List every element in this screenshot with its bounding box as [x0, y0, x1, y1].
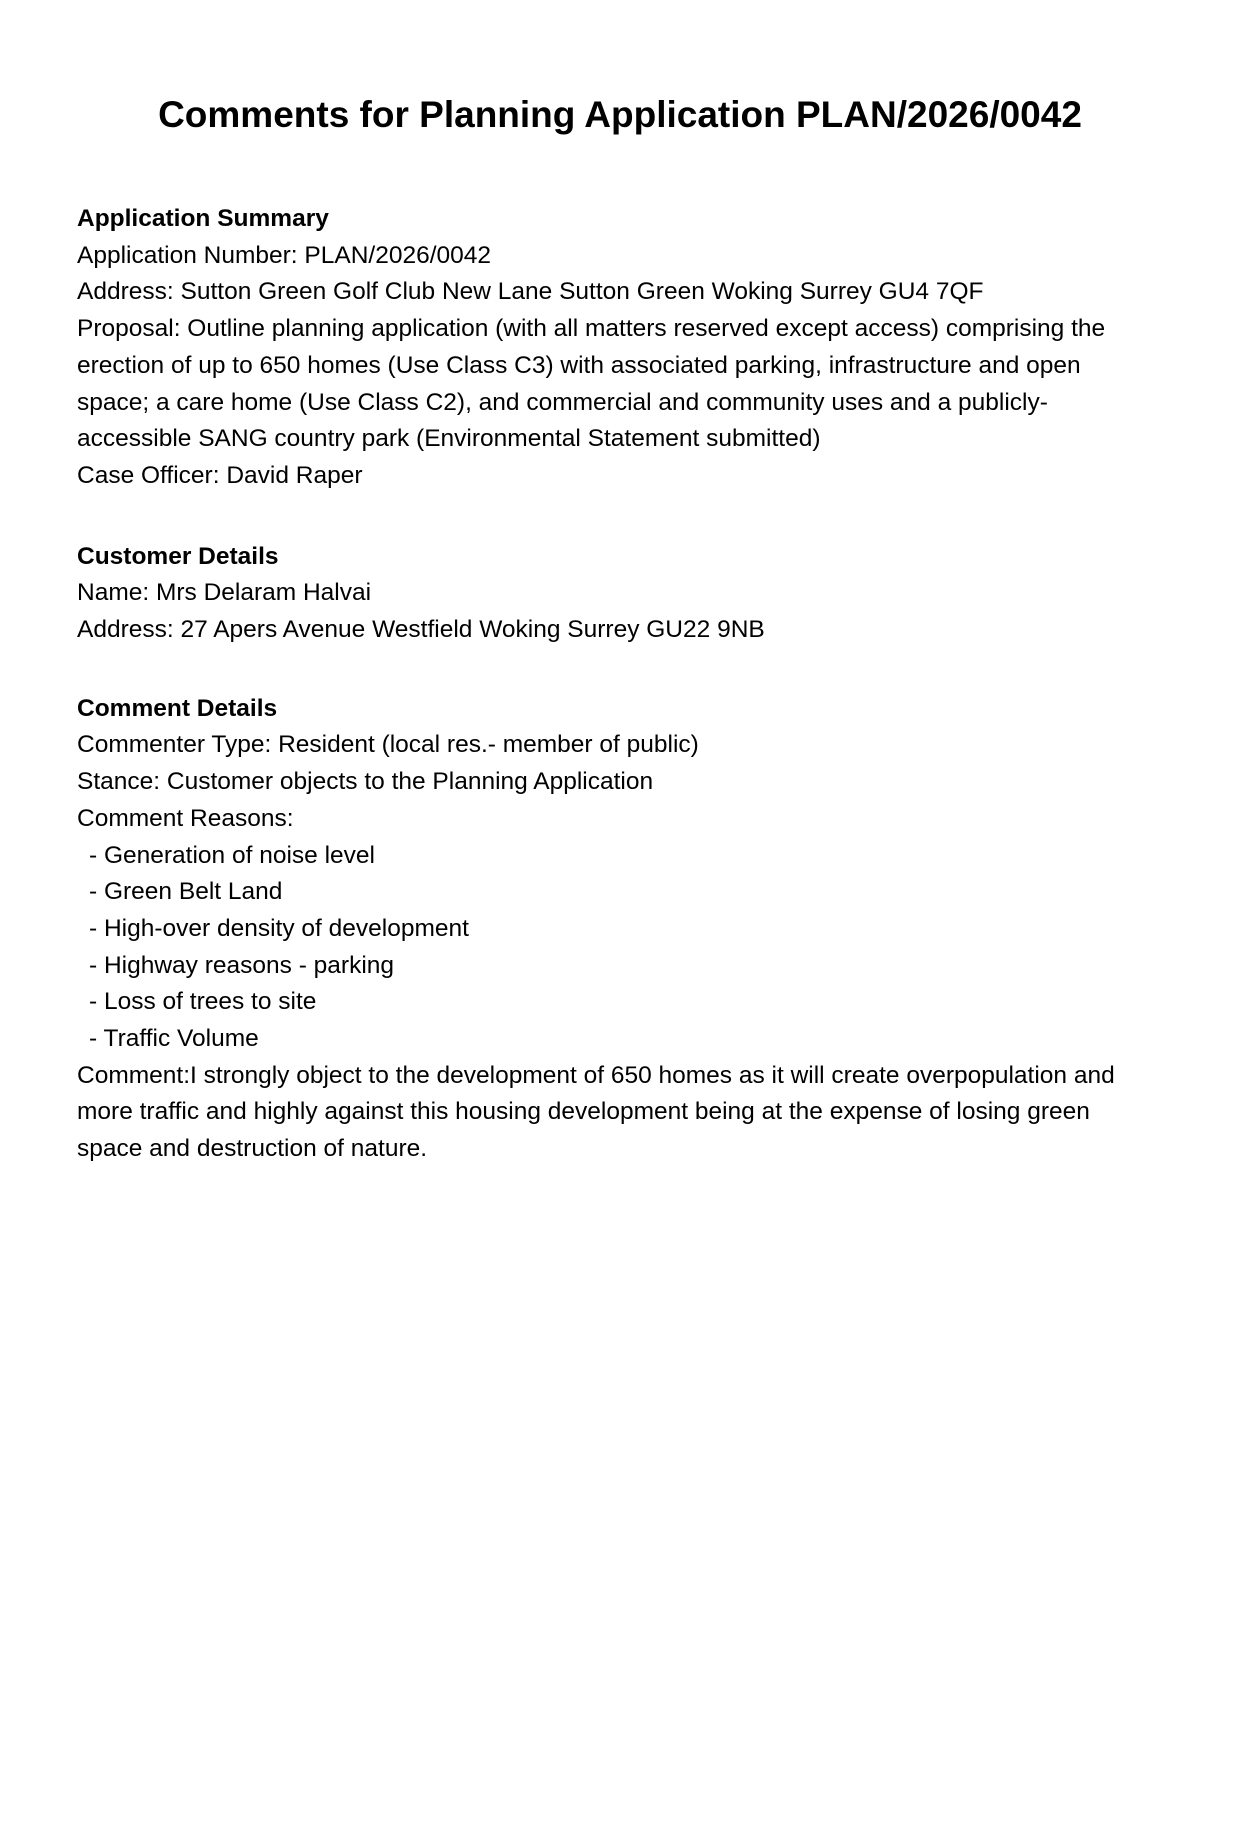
customer-details-heading: Customer Details [77, 542, 279, 570]
comment-text: Comment:I strongly object to the development of 650 homes as it will create overpopulation and more traffic and highly against this housing development being at the expense of losing green space and destruction of nature. [77, 1061, 1115, 1163]
comment-reason-item: - Loss of trees to site [89, 988, 317, 1016]
section-application-summary [77, 201, 1137, 495]
document-content [77, 201, 1137, 1168]
section-customer-details [77, 539, 1137, 649]
comment-reason-item: - Generation of noise level [89, 841, 375, 869]
section-comment-details [77, 691, 1137, 1168]
customer-name-line: Name: Mrs Delaram Halvai [77, 579, 372, 607]
comment-reason-item: - Highway reasons - parking [89, 951, 395, 979]
case-officer-line: Case Officer: David Raper [77, 461, 363, 489]
stance-line: Stance: Customer objects to the Planning Application [77, 768, 654, 796]
commenter-type-line: Commenter Type: Resident (local res.- member of public) [77, 731, 699, 759]
application-proposal-line: Proposal: Outline planning application (with all matters reserved except access) comprising the erection of up to 650 homes (Use Class C3) with associated parking, infrastructure and open space; a care home (Use Class C2), and commercial and community uses and a publicly-accessible SANG country park (Environmental Statement submitted) [77, 315, 1106, 453]
comment-details-heading: Comment Details [77, 694, 278, 722]
application-address-line: Address: Sutton Green Golf Club New Lane Sutton Green Woking Surrey GU4 7QF [77, 278, 984, 306]
customer-address-line: Address: 27 Apers Avenue Westfield Woking Surrey GU22 9NB [77, 616, 765, 644]
page-title: Comments for Planning Application PLAN/2026/0042 [158, 94, 1082, 135]
application-number-line: Application Number: PLAN/2026/0042 [77, 241, 492, 269]
comment-reason-item: - Green Belt Land [89, 878, 283, 906]
comment-reason-item: - High-over density of development [89, 914, 469, 942]
comment-reason-item: - Traffic Volume [89, 1025, 259, 1053]
comment-reasons-label: Comment Reasons: [77, 804, 294, 832]
application-summary-heading: Application Summary [77, 205, 329, 232]
document-page [0, 93, 1240, 1848]
